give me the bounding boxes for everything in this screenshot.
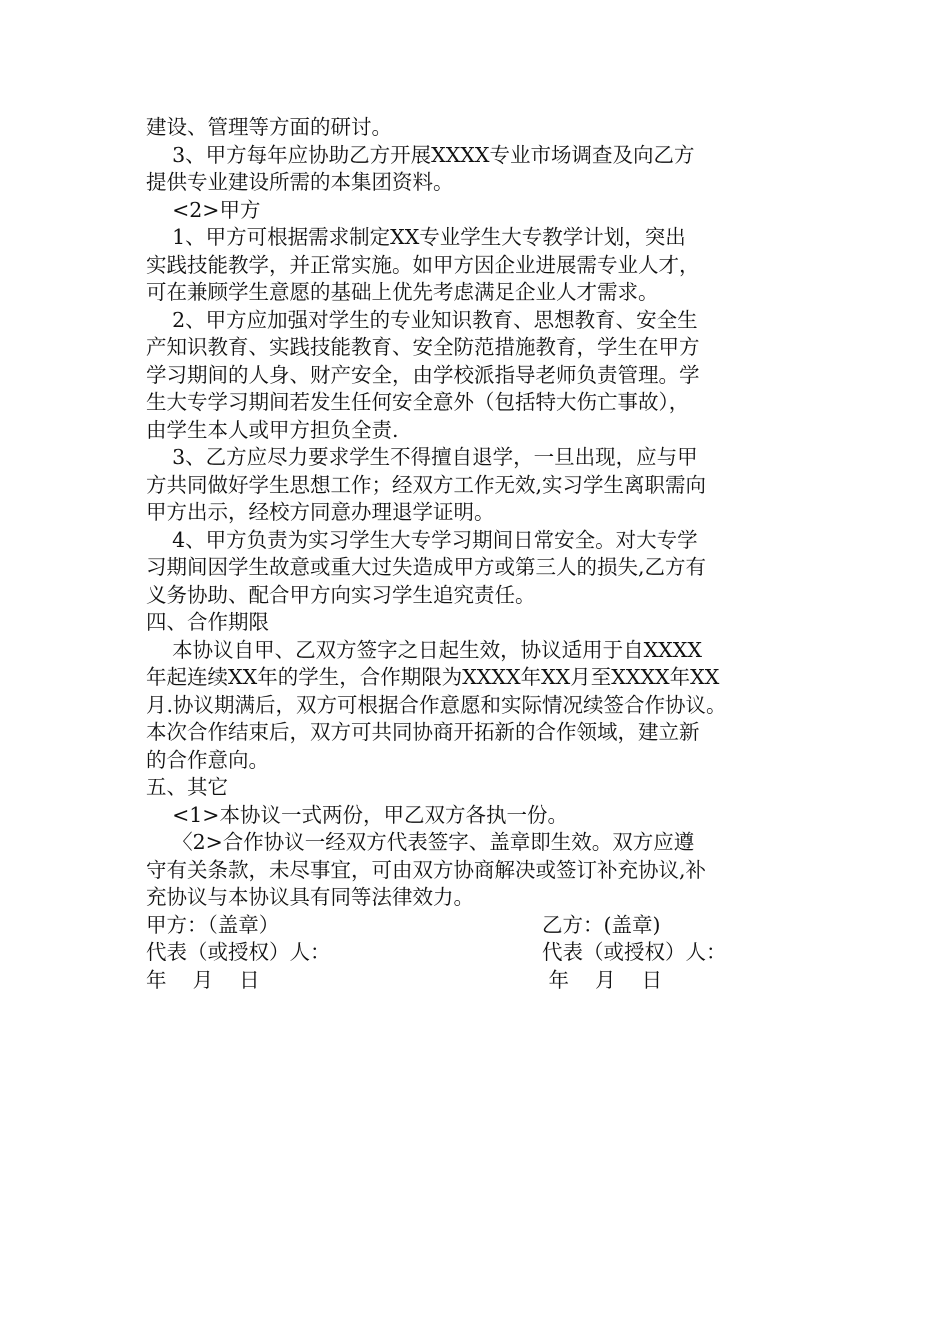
text-line: <1>本协议一式两份，甲乙双方各执一份。	[146, 802, 568, 827]
signature-row-representative	[146, 939, 826, 967]
text-line: 本次合作结束后，双方可共同协商开拓新的合作领域，建立新	[146, 720, 700, 744]
section-heading: 四、合作期限	[146, 610, 269, 634]
text-line: 2、甲方应加强对学生的专业知识教育、思想教育、安全生	[146, 307, 698, 332]
text-line: 〈2>合作协议一经双方代表签字、盖章即生效。双方应遵	[146, 830, 695, 854]
text-line: 守有关条款，未尽事宜，可由双方协商解决或签订补充协议,补	[146, 857, 707, 882]
text-line: 3、乙方应尽力要求学生不得擅自退学，一旦出现，应与甲	[146, 445, 698, 469]
signature-row-date	[146, 967, 826, 995]
party-a-representative-label: 代表（或授权）人：	[146, 940, 331, 964]
text-line: 可在兼顾学生意愿的基础上优先考虑满足企业人才需求。	[146, 280, 659, 304]
party-b-seal-label: 乙方：(盖章)	[542, 912, 661, 937]
text-line: 建设、管理等方面的研讨。	[146, 115, 392, 139]
text-line: 年起连续XX年的学生，合作期限为XXXX年XX月至XXXX年XX	[146, 665, 720, 689]
signature-row-party	[146, 912, 826, 940]
party-a-seal-label: 甲方：（盖章）	[146, 912, 280, 937]
text-line: 生大专学习期间若发生任何安全意外（包括特大伤亡事故），	[146, 390, 690, 414]
text-line: 1、甲方可根据需求制定XX专业学生大专教学计划，突出	[146, 225, 686, 249]
party-a-date-label: 年 月 日	[146, 967, 260, 992]
text-line: 提供专业建设所需的本集团资料。	[146, 170, 454, 194]
text-line: 甲方出示，经校方同意办理退学证明。	[146, 500, 495, 524]
party-b-date-label: 年 月 日	[542, 967, 663, 992]
text-line: 实践技能教学，并正常实施。如甲方因企业进展需专业人才，	[146, 252, 700, 277]
text-line: 本协议自甲、乙双方签字之日起生效，协议适用于自XXXX	[146, 637, 702, 662]
text-line: 充协议与本协议具有同等法律效力。	[146, 885, 474, 909]
party-b-representative-label: 代表（或授权）人：	[542, 940, 727, 964]
text-line: 月.协议期满后，双方可根据合作意愿和实际情况续签合作协议。	[146, 692, 727, 717]
text-line: <2>甲方	[146, 197, 261, 222]
text-line: 学习期间的人身、财产安全，由学校派指导老师负责管理。学	[146, 362, 700, 387]
text-line: 4、甲方负责为实习学生大专学习期间日常安全。对大专学	[146, 527, 698, 552]
agreement-text	[146, 114, 826, 994]
text-line: 的合作意向。	[146, 747, 269, 772]
text-line: 由学生本人或甲方担负全责.	[146, 417, 399, 442]
text-line: 产知识教育、实践技能教育、安全防范措施教育，学生在甲方	[146, 335, 700, 359]
text-line: 3、甲方每年应协助乙方开展XXXX专业市场调查及向乙方	[146, 142, 695, 167]
text-line: 方共同做好学生思想工作；经双方工作无效,实习学生离职需向	[146, 472, 707, 497]
section-heading: 五、其它	[146, 775, 228, 799]
text-line: 习期间因学生故意或重大过失造成甲方或第三人的损失,乙方有	[146, 555, 707, 579]
text-line: 义务协助、配合甲方向实习学生追究责任。	[146, 582, 536, 607]
